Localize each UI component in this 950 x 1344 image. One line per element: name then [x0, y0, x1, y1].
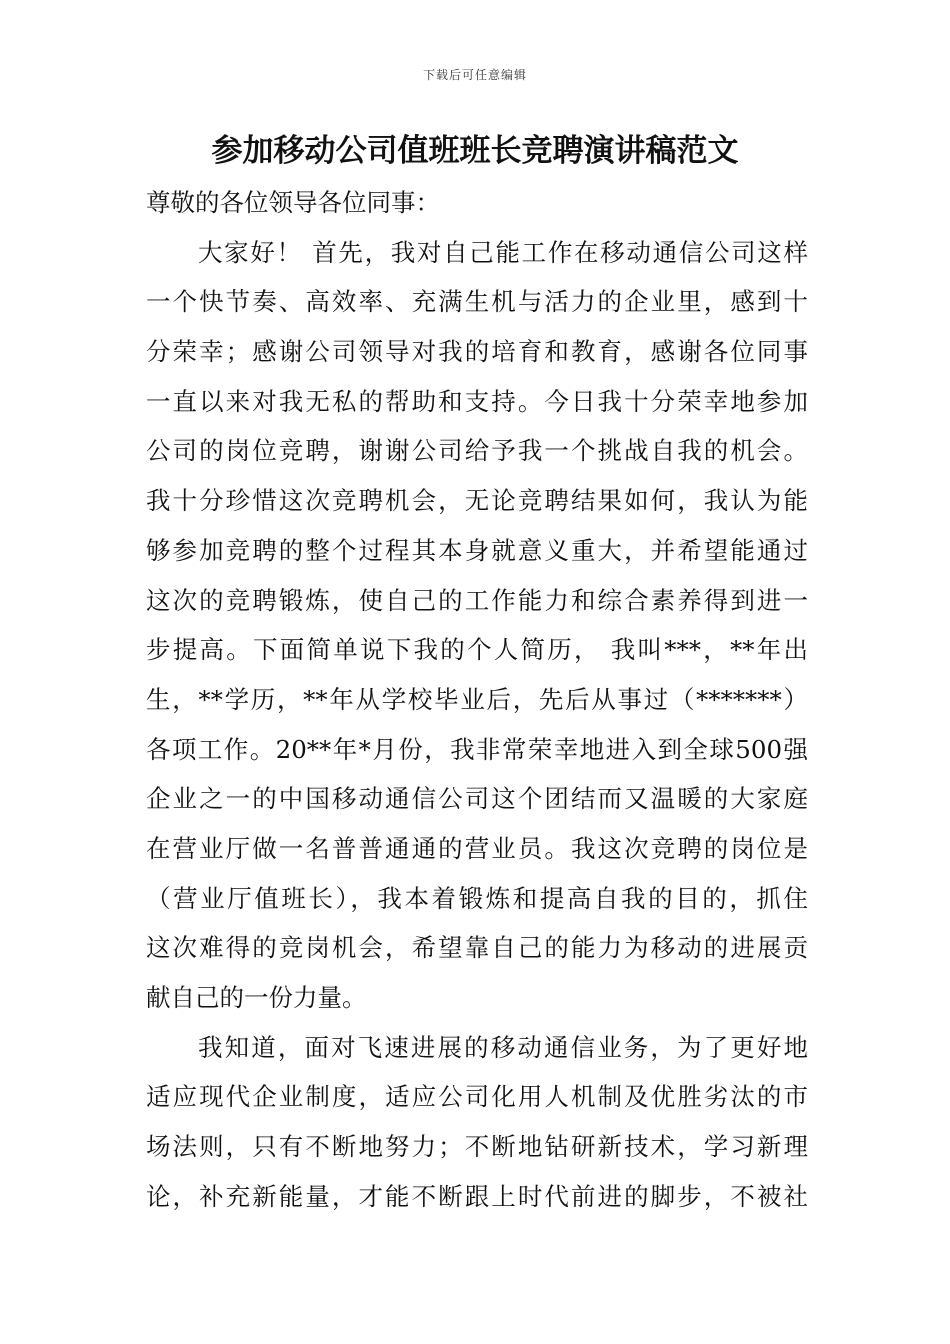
paragraph-line: 生，**学历，**年从学校毕业后，先后从事过（*******）	[146, 684, 808, 714]
salutation: 尊敬的各位领导各位同事：	[146, 188, 440, 217]
paragraph-line: 一直以来对我无私的帮助和支持。今日我十分荣幸地参加	[146, 386, 808, 416]
paragraph-line: 这次的竞聘锻炼，使自己的工作能力和综合素养得到进一	[146, 585, 808, 615]
paragraph-line: 各项工作。20**年*月份，我非常荣幸地进入到全球500强	[146, 734, 808, 764]
document-body	[146, 178, 808, 1221]
paragraph-line: 分荣幸；感谢公司领导对我的培育和教育，感谢各位同事	[146, 337, 808, 367]
paragraph-line: 我知道，面对飞速进展的移动通信业务，为了更好地	[198, 1032, 808, 1062]
paragraph-line: 一个快节奏、高效率、充满生机与活力的企业里，感到十	[146, 287, 808, 317]
paragraph-line: 我十分珍惜这次竞聘机会，无论竞聘结果如何，我认为能	[146, 486, 808, 516]
paragraph-line: 场法则，只有不断地努力；不断地钻研新技术，学习新理	[146, 1132, 808, 1162]
paragraph-line: 够参加竞聘的整个过程其本身就意义重大，并希望能通过	[146, 535, 808, 565]
paragraph-line: 大家好！ 首先，我对自己能工作在移动通信公司这样	[198, 237, 808, 267]
paragraph-line: 论，补充新能量，才能不断跟上时代前进的脚步，不被社	[146, 1181, 808, 1211]
document-title: 参加移动公司值班班长竞聘演讲稿范文	[211, 133, 739, 169]
paragraph-line: 献自己的一份力量。	[146, 983, 367, 1012]
paragraph-line: 步提高。下面简单说下我的个人简历， 我叫***，**年出	[146, 635, 808, 665]
paragraph-line: （营业厅值班长），我本着锻炼和提高自我的目的，抓住	[146, 883, 808, 913]
paragraph-line: 公司的岗位竞聘，谢谢公司给予我一个挑战自我的机会。	[146, 436, 808, 466]
paragraph-line: 适应现代企业制度，适应公司化用人机制及优胜劣汰的市	[146, 1082, 808, 1112]
paragraph-line: 这次难得的竞岗机会，希望靠自己的能力为移动的进展贡	[146, 933, 808, 963]
paragraph-line: 在营业厅做一名普普通通的营业员。我这次竞聘的岗位是	[146, 833, 808, 863]
page-header-note: 下载后可任意编辑	[422, 68, 527, 82]
paragraph-line: 企业之一的中国移动通信公司这个团结而又温暖的大家庭	[146, 784, 808, 814]
